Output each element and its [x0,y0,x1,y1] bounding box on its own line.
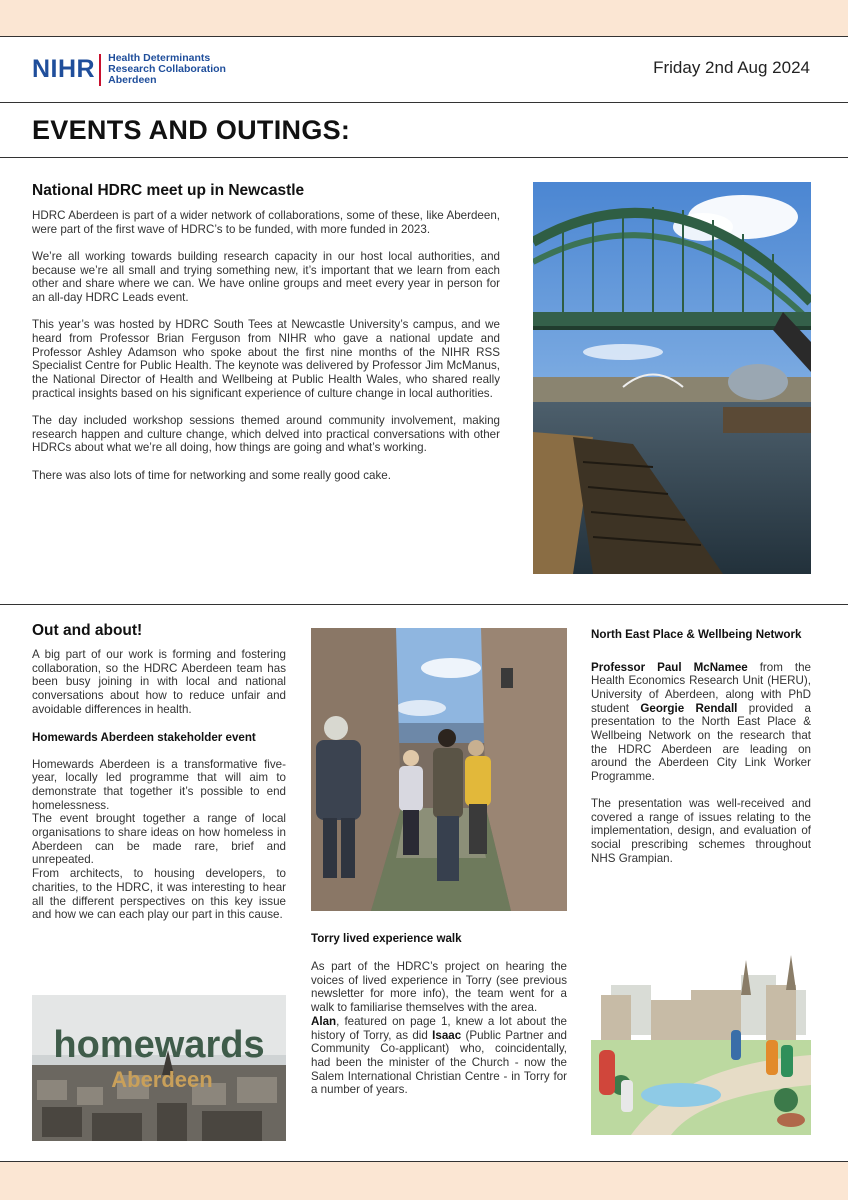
newcastle-heading: National HDRC meet up in Newcastle [32,182,305,199]
out-about-column [32,622,286,922]
network-text: provided a presentation to the North East Place & Wellbeing Network on the research that the HDRC Aberdeen are leading on around the Aberdeen City Link Worker Programme. [591,701,811,784]
tyne-bridge-photo [533,182,811,574]
torry-walk-photo [311,628,567,911]
homewards-logo-city: Aberdeen [111,1067,213,1092]
newsletter-page [0,36,848,1162]
section-divider [0,604,848,605]
torry-paragraph-2 [311,1015,567,1097]
city-illustration [591,955,811,1135]
out-about-heading: Out and about! [32,622,143,639]
newcastle-paragraph: There was also lots of time for networking and some really good cake. [32,468,391,482]
network-paragraph-1 [591,661,811,784]
header [0,37,848,103]
logo-separator [99,54,101,86]
network-subheading: North East Place & Wellbeing Network [591,628,802,641]
homewards-paragraph: Homewards Aberdeen is a transformative five-year, locally led programme that will aim to demonstrate that together it’s possible to end homelessness. [32,757,286,812]
section-title: EVENTS AND OUTINGS: [32,115,351,145]
newcastle-article [32,182,500,496]
network-column [591,627,811,878]
logo-line-1: Health Determinants [108,52,211,64]
name-alan: Alan [311,1014,337,1028]
newcastle-paragraph: We’re all working towards building research capacity in our host local authorities, and because we’re all small and trying something new, it’s important that we learn from each other and share where we can. We have online groups and meet every year in person for an all-day HDRC Leads event. [32,249,500,305]
network-paragraph-2: The presentation was well-received and covered a range of issues relating to the implementation, design, and evaluation of social prescribing schemes throughout NHS Grampian. [591,796,811,865]
name-paul-mcnamee: Professor Paul McNamee [591,660,748,674]
homewards-logo-word: homewards [53,1024,265,1066]
name-isaac: Isaac [432,1028,462,1042]
out-about-intro: A big part of our work is forming and fostering collaboration, so the HDRC Aberdeen team has been busy joining in with local and national conversations about how to reduce unfair and avoidable differences in health. [32,648,286,716]
homewards-paragraph: The event brought together a range of local organisations to share ideas on how homeless in Aberdeen can be made rare, brief and unrepeated. [32,812,286,867]
torry-column [311,932,567,1097]
torry-text: (Public Partner and Community Co-applicant) who, coincidentally, had been the minister of the Church - now the Salem International Christian Centre - in Torry for a number of years. [311,1028,567,1097]
newcastle-paragraph: HDRC Aberdeen is part of a wider network of collaborations, some of these, like Aberdeen, were part of the first wave of HDRC’s to be funded, with more funded in 2023. [32,209,500,236]
torry-paragraph: As part of the HDRC’s project on hearing the voices of lived experience in Torry (see previous newsletter for more info), the team went for a walk to familiarise themselves with the area. [311,960,567,1015]
logo-mark: NIHR [32,55,96,83]
homewards-paragraph: From architects, to housing developers, to charities, to the HDRC, it was interesting to hear all the different perspectives on this key issue and how we can each play our part in this cause. [32,867,286,922]
title-divider [0,157,848,158]
issue-date: Friday 2nd Aug 2024 [653,58,810,77]
torry-subheading: Torry lived experience walk [311,932,462,945]
newcastle-paragraph: The day included workshop sessions themed around community involvement, making research happen and culture change, which delved into practical conversations with other HDRCs about what we’re all doing, how things are going and what’s working. [32,413,500,455]
torry-text: , featured on page 1, knew a lot about the history of Torry, as did [311,1014,567,1042]
logo-line-2: Research Collaboration [108,63,226,75]
homewards-aberdeen-image [32,995,286,1141]
nihr-logo [32,53,226,86]
homewards-subheading: Homewards Aberdeen stakeholder event [32,730,256,744]
logo-line-3: Aberdeen [108,74,157,86]
name-georgie-rendall: Georgie Rendall [640,701,738,715]
network-text: from the Health Economics Research Unit (HERU), University of Aberdeen, along with PhD student [591,660,811,715]
newcastle-paragraph: This year’s was hosted by HDRC South Tees at Newcastle University’s campus, and we heard from Professor Brian Ferguson from NIHR who gave a national update and Professor Ashley Adamson who spoke about the first nine months of the NIHR RSS Specialist Centre for Public Health. The keynote was delivered by Professor Jim McManus, the National Director of Health and Wellbeing at Public Health Wales, who shared really practical insights based on his significant experience of culture change in local authorities. [32,318,500,400]
logo-text [108,53,226,86]
